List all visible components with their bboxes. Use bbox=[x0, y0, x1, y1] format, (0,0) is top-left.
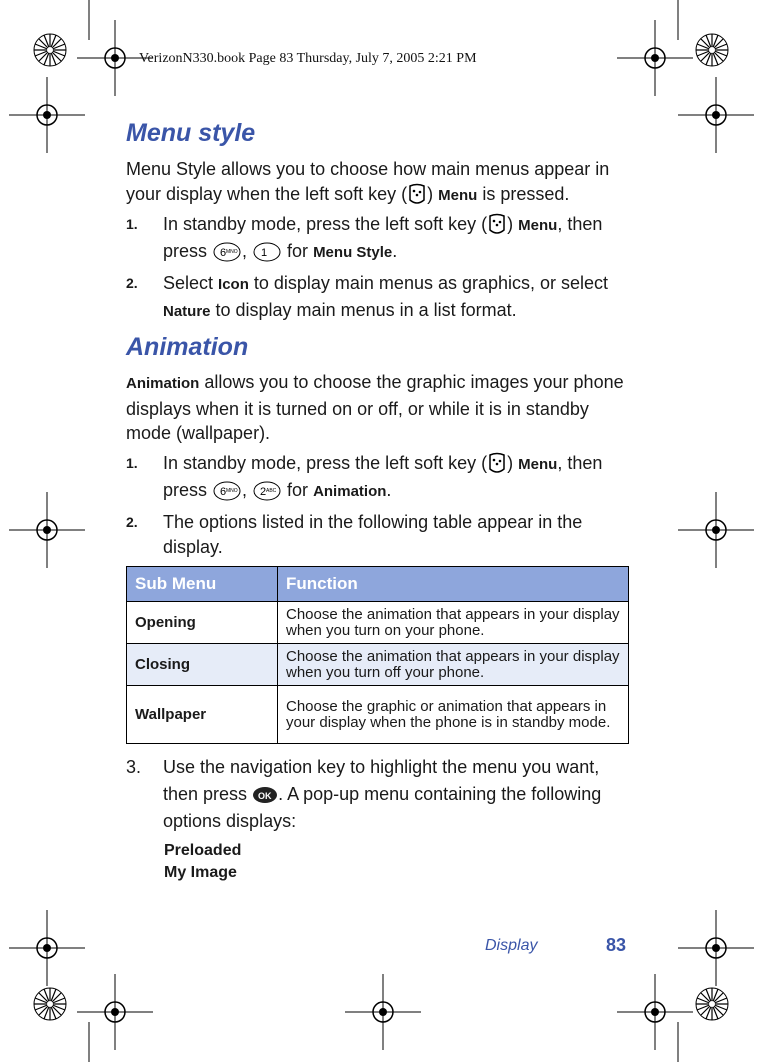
key-1-icon bbox=[252, 241, 282, 263]
page-number: 83 bbox=[606, 935, 627, 955]
popup-option-preloaded: Preloaded bbox=[164, 842, 242, 859]
table-row bbox=[127, 644, 629, 686]
section-title-animation: Animation bbox=[126, 333, 249, 361]
registration-star-icon bbox=[34, 34, 66, 66]
left-soft-key-icon bbox=[407, 183, 427, 207]
table-row bbox=[127, 602, 629, 644]
file-stamp: VerizonN330.book Page 83 Thursday, July 7, 2005 2:21 PM bbox=[139, 51, 477, 66]
table-cell-sub-menu: Wallpaper bbox=[127, 686, 278, 744]
registration-cross-icon bbox=[77, 974, 153, 1050]
section-title-menu-style: Menu style bbox=[126, 119, 256, 147]
registration-cross-icon bbox=[678, 910, 754, 986]
svg-text:MNO: MNO bbox=[226, 487, 238, 494]
animation-options-table bbox=[126, 566, 629, 744]
registration-star-icon bbox=[34, 988, 66, 1020]
animation-intro: Animation allows you to choose the graphic images your phone displays when it is turned on or off, or while it is in standby mode (wallpaper). bbox=[126, 372, 624, 443]
registration-cross-icon bbox=[345, 974, 421, 1050]
table-cell-sub-menu: Opening bbox=[127, 602, 278, 644]
registration-cross-icon bbox=[617, 974, 693, 1050]
table-cell-sub-menu: Closing bbox=[127, 644, 278, 686]
key-6-icon bbox=[212, 241, 242, 263]
table-row bbox=[127, 686, 629, 744]
key-2-icon bbox=[252, 480, 282, 502]
registration-cross-icon bbox=[678, 77, 754, 153]
svg-text:MNO: MNO bbox=[226, 248, 238, 255]
table-cell-function: Choose the animation that appears in your display when you turn on your phone. bbox=[278, 602, 629, 644]
registration-cross-icon bbox=[9, 77, 85, 153]
menu-style-intro: Menu Style allows you to choose how main menus appear in your display when the left soft key ( ) Menu is pressed. bbox=[126, 157, 636, 208]
left-soft-key-icon bbox=[487, 452, 507, 476]
animation-step-1: 1. In standby mode, press the left soft key ( ) Menu, then press 6 MNO , 2 ABC for Animation. bbox=[126, 451, 636, 504]
svg-text:6: 6 bbox=[220, 485, 227, 498]
left-soft-key-icon bbox=[487, 213, 507, 237]
svg-text:ABC: ABC bbox=[266, 487, 277, 494]
registration-cross-icon bbox=[617, 20, 693, 96]
registration-cross-icon bbox=[9, 910, 85, 986]
menu-style-step-2: 2. Select Icon to display main menus as graphics, or select Nature to display main menus in a list format. bbox=[126, 273, 609, 320]
svg-text:2: 2 bbox=[260, 485, 267, 498]
registration-cross-icon bbox=[9, 492, 85, 568]
table-cell-function: Choose the animation that appears in your display when you turn off your phone. bbox=[278, 644, 629, 686]
table-cell-function: Choose the graphic or animation that appears in your display when the phone is in standby mode. bbox=[278, 686, 629, 744]
table-header-sub-menu: Sub Menu bbox=[127, 567, 278, 602]
ok-key-icon bbox=[252, 786, 278, 804]
svg-text:1: 1 bbox=[261, 246, 268, 259]
menu-style-step-1: 1. In standby mode, press the left soft key ( ) Menu, then press 6 MNO , 1 for Menu Style. bbox=[126, 212, 636, 265]
key-6-icon bbox=[212, 480, 242, 502]
popup-option-my-image: My Image bbox=[164, 864, 237, 881]
footer-section-name: Display bbox=[485, 937, 538, 954]
animation-step-3: 3. Use the navigation key to highlight the menu you want, then press OK . A pop-up menu containing the following options displays: bbox=[126, 757, 602, 831]
registration-star-icon bbox=[696, 988, 728, 1020]
registration-cross-icon bbox=[678, 492, 754, 568]
animation-step-2: 2. The options listed in the following table appear in the display. bbox=[126, 512, 583, 557]
registration-star-icon bbox=[696, 34, 728, 66]
svg-text:OK: OK bbox=[258, 791, 272, 802]
table-header-function: Function bbox=[278, 567, 629, 602]
svg-text:6: 6 bbox=[220, 246, 227, 259]
